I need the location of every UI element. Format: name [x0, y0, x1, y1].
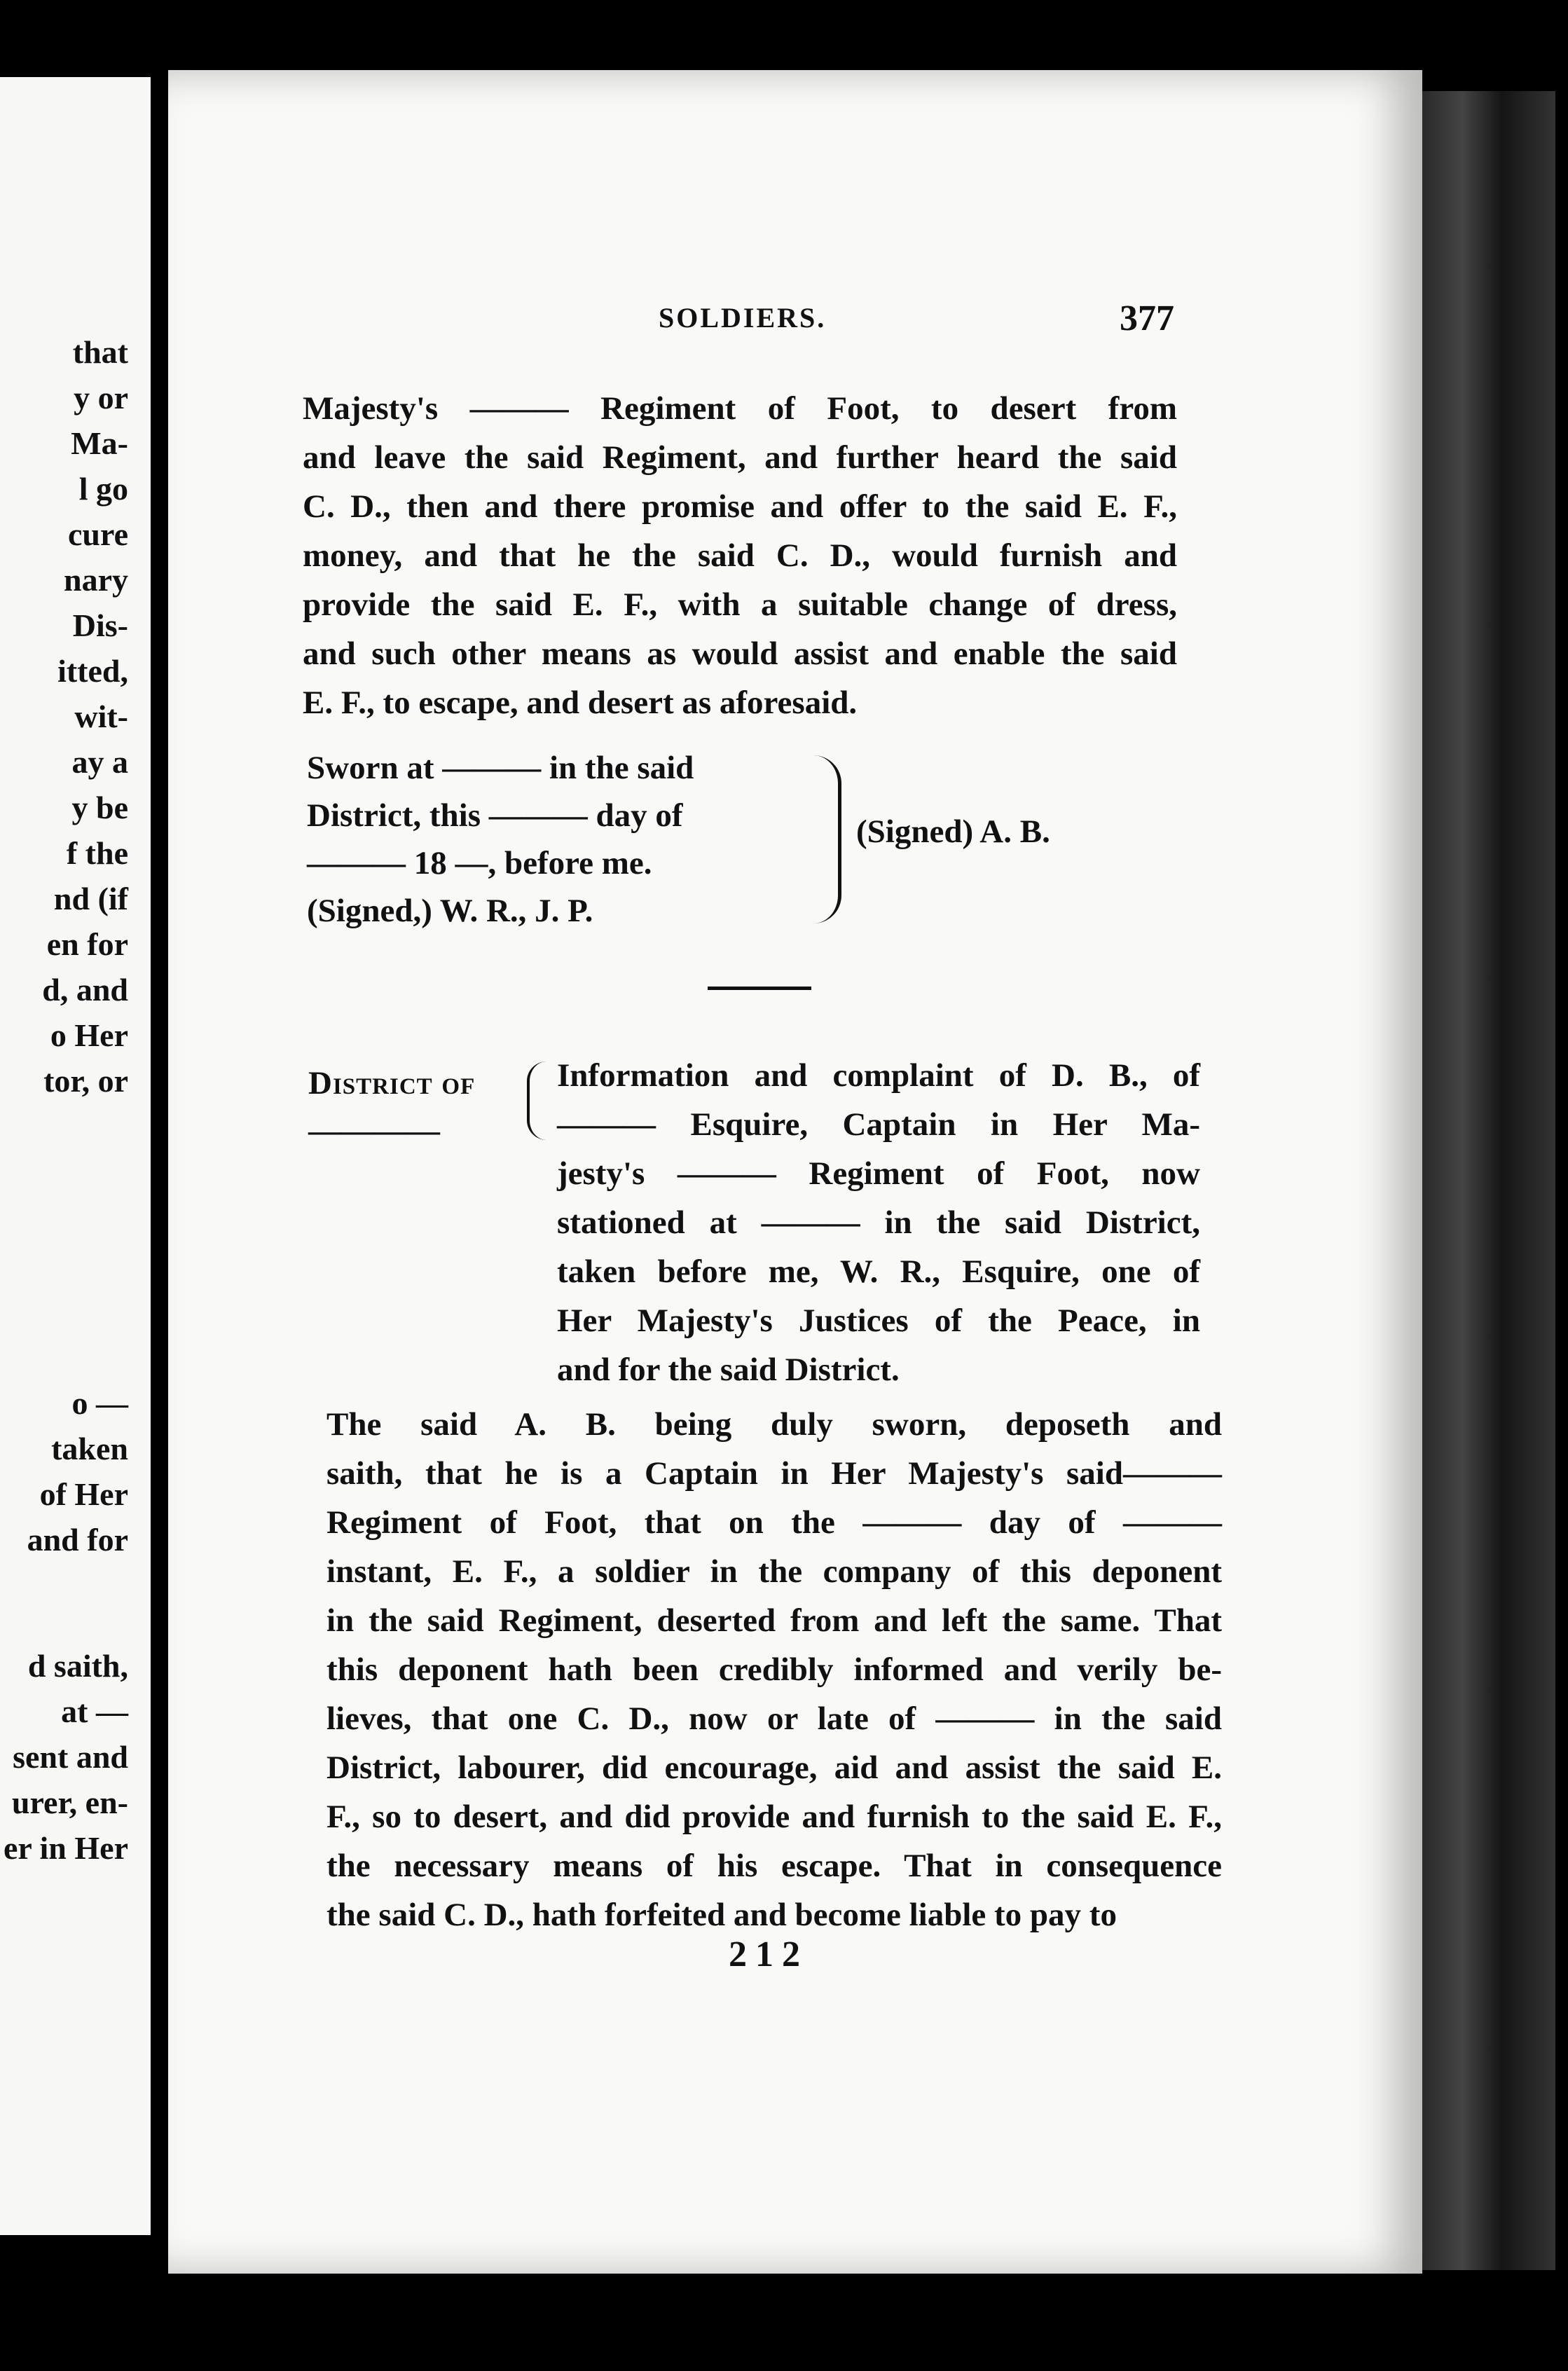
para1-line: and leave the said Regiment, and further heard the said [303, 439, 1177, 476]
information-line: and for the said District. [557, 1352, 900, 1388]
left-page-fragment: Ma- [71, 425, 128, 461]
district-label-block [308, 1059, 475, 1155]
left-page-fragment: en for [46, 926, 128, 962]
information-block [557, 1051, 1200, 1394]
left-page-fragment: f the [66, 835, 128, 871]
book-edge [1422, 91, 1555, 2270]
left-page-fragment: y or [74, 380, 128, 415]
jurat-bracket [813, 755, 841, 923]
para1-line: money, and that he the said C. D., would furnish and [303, 537, 1177, 574]
para2-line: the necessary means of his escape. That in consequence [326, 1848, 1222, 1884]
para1-line: and such other means as would assist and enable the said [303, 635, 1177, 672]
left-page-fragment: d, and [42, 972, 128, 1008]
information-line: Information and complaint of D. B., of [557, 1057, 1200, 1094]
information-line: ——— Esquire, Captain in Her Ma- [557, 1106, 1200, 1143]
left-page-fragment: l go [78, 471, 128, 507]
section-rule [708, 987, 811, 990]
left-page-fragment: o Her [50, 1017, 128, 1053]
information-line: Her Majesty's Justices of the Peace, in [557, 1303, 1200, 1339]
left-page-fragment: nary [64, 562, 128, 598]
left-page-fragment: of Her [39, 1476, 128, 1512]
paragraph-1 [303, 384, 1177, 727]
left-page-fragment: itted, [57, 653, 128, 689]
para2-line: the said C. D., hath forfeited and become liable to pay to [326, 1897, 1117, 1933]
para1-line: Majesty's ——— Regiment of Foot, to desert from [303, 390, 1177, 427]
district-label: District of [308, 1065, 476, 1101]
left-page-fragment: d saith, [27, 1648, 128, 1684]
information-line: taken before me, W. R., Esquire, one of [557, 1253, 1200, 1290]
left-page-fragment: and for [27, 1522, 128, 1558]
left-page-fragment: er in Her [4, 1830, 128, 1866]
para2-line: F., so to desert, and did provide and furnish to the said E. F., [326, 1799, 1222, 1835]
jurat-line: ——— 18 —, before me. [307, 845, 652, 881]
para2-line: saith, that he is a Captain in Her Majesty's said——— [326, 1455, 1222, 1492]
left-page-fragment: sent and [13, 1739, 128, 1775]
jurat-line: Sworn at ——— in the said [307, 750, 694, 786]
left-page-fragment: tor, or [43, 1063, 128, 1099]
left-page-fragment: y be [71, 790, 128, 825]
para2-line: in the said Regiment, deserted from and left the same. That [326, 1602, 1222, 1639]
left-page-fragment: o — [71, 1385, 128, 1421]
jurat-line: District, this ——— day of [307, 797, 683, 834]
para1-line: provide the said E. F., with a suitable change of dress, [303, 586, 1177, 623]
para2-line: instant, E. F., a soldier in the company of this deponent [326, 1553, 1222, 1590]
left-page-fragment: ay a [71, 744, 128, 780]
jurat-line: (Signed,) W. R., J. P. [307, 893, 593, 929]
information-line: jesty's ——— Regiment of Foot, now [557, 1155, 1200, 1192]
left-page-fragment: cure [67, 516, 128, 552]
district-brace [527, 1061, 546, 1140]
left-page-fragment: that [72, 334, 128, 370]
para2-line: this deponent hath been credibly informed and verily be- [326, 1651, 1222, 1688]
district-blank: ———— [308, 1113, 440, 1149]
signed-ab: (Signed) A. B. [856, 813, 1050, 850]
left-page-fragment: at — [61, 1693, 128, 1729]
page-number: 377 [1120, 298, 1174, 338]
para2-line: lieves, that one C. D., now or late of ——— in the said [326, 1700, 1222, 1737]
left-page-fragment: nd (if [53, 881, 128, 916]
left-page [0, 77, 151, 2235]
signature-mark: 212 [729, 1934, 809, 1974]
left-page-fragment: wit- [74, 699, 128, 734]
para2-line: The said A. B. being duly sworn, deposeth and [326, 1406, 1222, 1443]
running-head: SOLDIERS. [659, 302, 827, 334]
left-page-fragment: taken [51, 1431, 128, 1466]
paragraph-2 [326, 1400, 1222, 1939]
para1-line: C. D., then and there promise and offer to the said E. F., [303, 488, 1177, 525]
para2-line: District, labourer, did encourage, aid and assist the said E. [326, 1750, 1222, 1786]
jurat [307, 744, 694, 935]
left-page-fragment: urer, en- [11, 1785, 128, 1820]
para1-line: E. F., to escape, and desert as aforesaid. [303, 685, 858, 721]
para2-line: Regiment of Foot, that on the ——— day of ——— [326, 1504, 1222, 1541]
left-page-fragment: Dis- [72, 607, 128, 643]
information-line: stationed at ——— in the said District, [557, 1204, 1200, 1241]
